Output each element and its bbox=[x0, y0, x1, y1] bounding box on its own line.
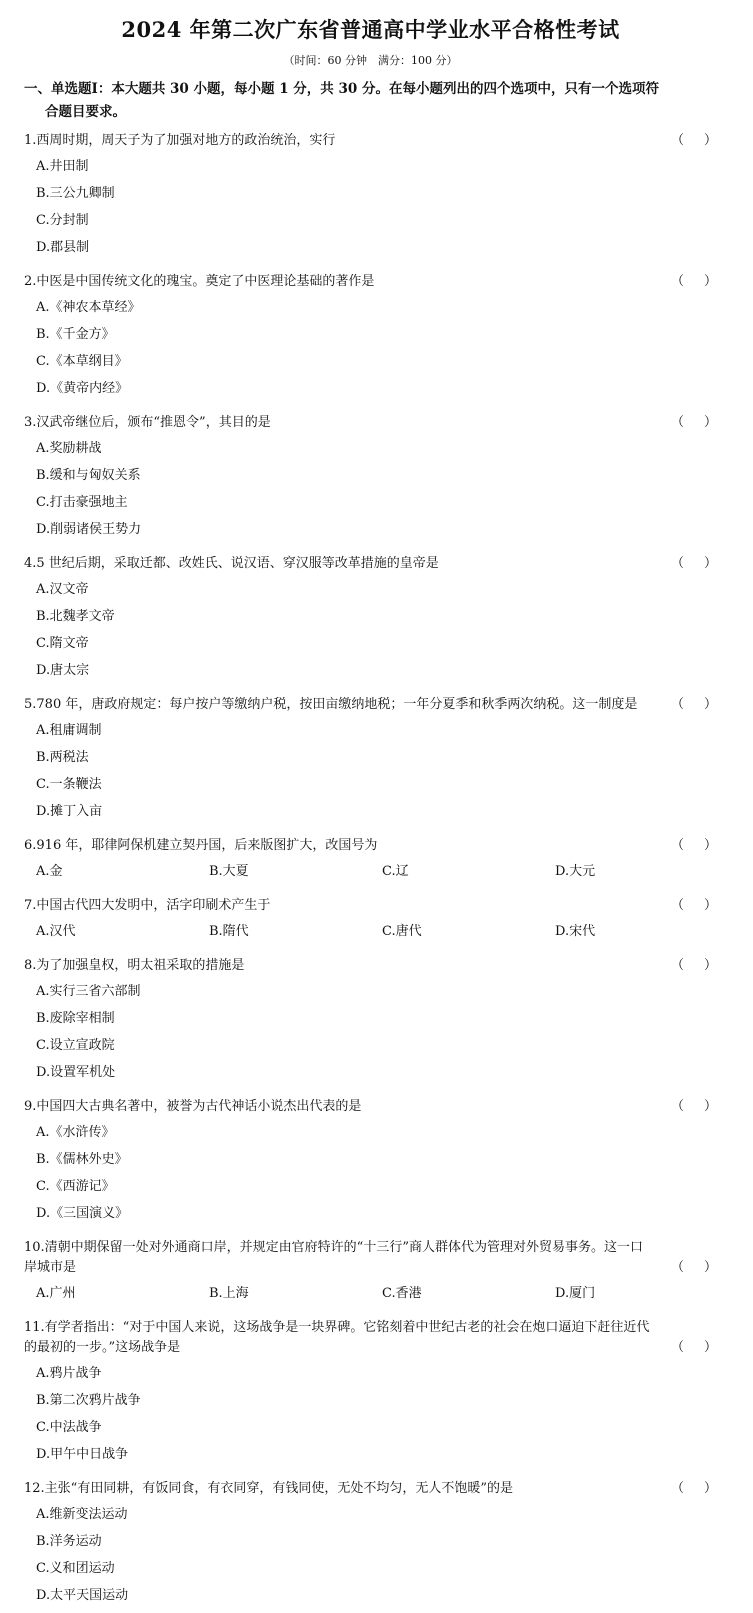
options-list bbox=[24, 1505, 717, 1613]
question-stem: 3.汉武帝继位后，颁布“推恩令”，其目的是 （ ） bbox=[24, 413, 717, 433]
options-list bbox=[24, 862, 717, 889]
question-stem: 6.916 年，耶律阿保机建立契丹国，后来版图扩大，改国号为 （ ） bbox=[24, 836, 717, 856]
option-d[interactable]: D.摊丁入亩 bbox=[36, 804, 103, 819]
options-list bbox=[24, 439, 717, 547]
question-stem: 5.780 年，唐政府规定：每户按户等缴纳户税，按田亩缴纳地税；一年分夏季和秋季两次纳税。这一制度是 （ ） bbox=[24, 695, 717, 715]
option-c[interactable]: C.设立宣政院 bbox=[36, 1038, 115, 1053]
exam-title: 2024 年第二次广东省普通高中学业水平合格性考试 bbox=[121, 17, 620, 42]
options-list bbox=[24, 1123, 717, 1231]
option-a[interactable]: A.井田制 bbox=[36, 159, 89, 174]
option-b[interactable]: B.两税法 bbox=[36, 750, 89, 765]
answer-paren[interactable]: （ ） bbox=[671, 1260, 717, 1275]
option-c[interactable]: C.香港 bbox=[382, 1286, 422, 1301]
option-d[interactable]: D.《黄帝内经》 bbox=[36, 381, 129, 396]
option-c[interactable]: C.《西游记》 bbox=[36, 1179, 115, 1194]
question-stem: 8.为了加强皇权，明太祖采取的措施是 （ ） bbox=[24, 956, 717, 976]
option-c[interactable]: C.辽 bbox=[382, 864, 409, 879]
option-b[interactable]: B.废除宰相制 bbox=[36, 1011, 115, 1026]
answer-paren[interactable]: （ ） bbox=[671, 958, 717, 973]
section-heading bbox=[24, 78, 717, 124]
option-c[interactable]: C.分封制 bbox=[36, 213, 89, 228]
option-d[interactable]: D.甲午中日战争 bbox=[36, 1447, 129, 1462]
option-a[interactable]: A.金 bbox=[36, 864, 63, 879]
option-d[interactable]: D.太平天国运动 bbox=[36, 1588, 129, 1603]
question-stem: 9.中国四大古典名著中，被誉为古代神话小说杰出代表的是 （ ） bbox=[24, 1097, 717, 1117]
question-stem: 7.中国古代四大发明中，活字印刷术产生于 （ ） bbox=[24, 896, 717, 916]
options-list bbox=[24, 580, 717, 688]
options-list bbox=[24, 1284, 717, 1311]
option-b[interactable]: B.缓和与匈奴关系 bbox=[36, 468, 141, 483]
option-a[interactable]: A.广州 bbox=[36, 1286, 76, 1301]
option-c[interactable]: C.唐代 bbox=[382, 924, 422, 939]
answer-paren[interactable]: （ ） bbox=[671, 274, 717, 289]
answer-paren[interactable]: （ ） bbox=[671, 838, 717, 853]
options-list bbox=[24, 1364, 717, 1472]
answer-paren[interactable]: （ ） bbox=[671, 1099, 717, 1114]
question-stem: 11.有学者指出：“对于中国人来说，这场战争是一块界碑。它铭刻着中世纪古老的社会在炮口逼迫下赶往近代 的最初的一步。”这场战争是 （ ） bbox=[24, 1318, 717, 1358]
option-a[interactable]: A.汉代 bbox=[36, 924, 76, 939]
question-6 bbox=[24, 836, 717, 889]
option-c[interactable]: C.隋文帝 bbox=[36, 636, 89, 651]
option-b[interactable]: B.《儒林外史》 bbox=[36, 1152, 128, 1167]
options-list bbox=[24, 982, 717, 1090]
option-a[interactable]: A.汉文帝 bbox=[36, 582, 89, 597]
option-d[interactable]: D.设置军机处 bbox=[36, 1065, 116, 1080]
option-c[interactable]: C.一条鞭法 bbox=[36, 777, 102, 792]
option-d[interactable]: D.郡县制 bbox=[36, 240, 90, 255]
question-2 bbox=[24, 272, 717, 406]
option-c[interactable]: C.打击豪强地主 bbox=[36, 495, 128, 510]
option-a[interactable]: A.鸦片战争 bbox=[36, 1366, 102, 1381]
answer-paren[interactable]: （ ） bbox=[671, 697, 717, 712]
answer-paren[interactable]: （ ） bbox=[671, 133, 717, 148]
options-list bbox=[24, 922, 717, 949]
option-c[interactable]: C.中法战争 bbox=[36, 1420, 102, 1435]
section-line-2: 合题目要求。 bbox=[45, 104, 126, 120]
question-4 bbox=[24, 554, 717, 688]
question-3 bbox=[24, 413, 717, 547]
question-stem: 12.主张“有田同耕，有饭同食，有衣同穿，有钱同使，无处不均匀，无人不饱暖”的是 （ ） bbox=[24, 1479, 717, 1499]
answer-paren[interactable]: （ ） bbox=[671, 898, 717, 913]
question-stem: 4.5 世纪后期，采取迁都、改姓氏、说汉语、穿汉服等改革措施的皇帝是 （ ） bbox=[24, 554, 717, 574]
option-a[interactable]: A.实行三省六部制 bbox=[36, 984, 141, 999]
option-b[interactable]: B.上海 bbox=[209, 1286, 249, 1301]
question-stem: 1.西周时期，周天子为了加强对地方的政治统治，实行 （ ） bbox=[24, 131, 717, 151]
question-10 bbox=[24, 1238, 717, 1311]
answer-paren[interactable]: （ ） bbox=[671, 1481, 717, 1496]
question-1 bbox=[24, 131, 717, 265]
option-a[interactable]: A.《水浒传》 bbox=[36, 1125, 115, 1140]
option-b[interactable]: B.大夏 bbox=[209, 864, 249, 879]
answer-paren[interactable]: （ ） bbox=[671, 556, 717, 571]
option-b[interactable]: B.洋务运动 bbox=[36, 1534, 102, 1549]
exam-subtitle: （时间：60 分钟 满分：100 分） bbox=[283, 54, 458, 67]
option-a[interactable]: A.奖励耕战 bbox=[36, 441, 102, 456]
answer-paren[interactable]: （ ） bbox=[671, 415, 717, 430]
option-d[interactable]: D.唐太宗 bbox=[36, 663, 90, 678]
option-d[interactable]: D.《三国演义》 bbox=[36, 1206, 129, 1221]
option-d[interactable]: D.大元 bbox=[555, 864, 596, 879]
question-11 bbox=[24, 1318, 717, 1472]
option-b[interactable]: B.北魏孝文帝 bbox=[36, 609, 115, 624]
question-8 bbox=[24, 956, 717, 1090]
option-b[interactable]: B.《千金方》 bbox=[36, 327, 115, 342]
option-c[interactable]: C.义和团运动 bbox=[36, 1561, 115, 1576]
question-12 bbox=[24, 1479, 717, 1613]
question-7 bbox=[24, 896, 717, 949]
option-a[interactable]: A.《神农本草经》 bbox=[36, 300, 141, 315]
option-d[interactable]: D.削弱诸侯王势力 bbox=[36, 522, 142, 537]
question-9 bbox=[24, 1097, 717, 1231]
question-5 bbox=[24, 695, 717, 829]
option-b[interactable]: B.三公九卿制 bbox=[36, 186, 115, 201]
options-list bbox=[24, 721, 717, 829]
option-b[interactable]: B.隋代 bbox=[209, 924, 249, 939]
option-d[interactable]: D.厦门 bbox=[555, 1286, 596, 1301]
options-list bbox=[24, 157, 717, 265]
option-c[interactable]: C.《本草纲目》 bbox=[36, 354, 128, 369]
option-a[interactable]: A.维新变法运动 bbox=[36, 1507, 128, 1522]
option-a[interactable]: A.租庸调制 bbox=[36, 723, 102, 738]
question-stem: 10.清朝中期保留一处对外通商口岸，并规定由官府特许的“十三行”商人群体代为管理对外贸易事务。这一口 岸城市是 （ ） bbox=[24, 1238, 717, 1278]
option-b[interactable]: B.第二次鸦片战争 bbox=[36, 1393, 141, 1408]
answer-paren[interactable]: （ ） bbox=[671, 1340, 717, 1355]
options-list bbox=[24, 298, 717, 406]
option-d[interactable]: D.宋代 bbox=[555, 924, 596, 939]
section-line-1: 一、单选题Ⅰ：本大题共 30 小题，每小题 1 分，共 30 分。在每小题列出的四个选项中，只有一个选项符 bbox=[24, 81, 659, 97]
question-stem: 2.中医是中国传统文化的瑰宝。奠定了中医理论基础的著作是 （ ） bbox=[24, 272, 717, 292]
